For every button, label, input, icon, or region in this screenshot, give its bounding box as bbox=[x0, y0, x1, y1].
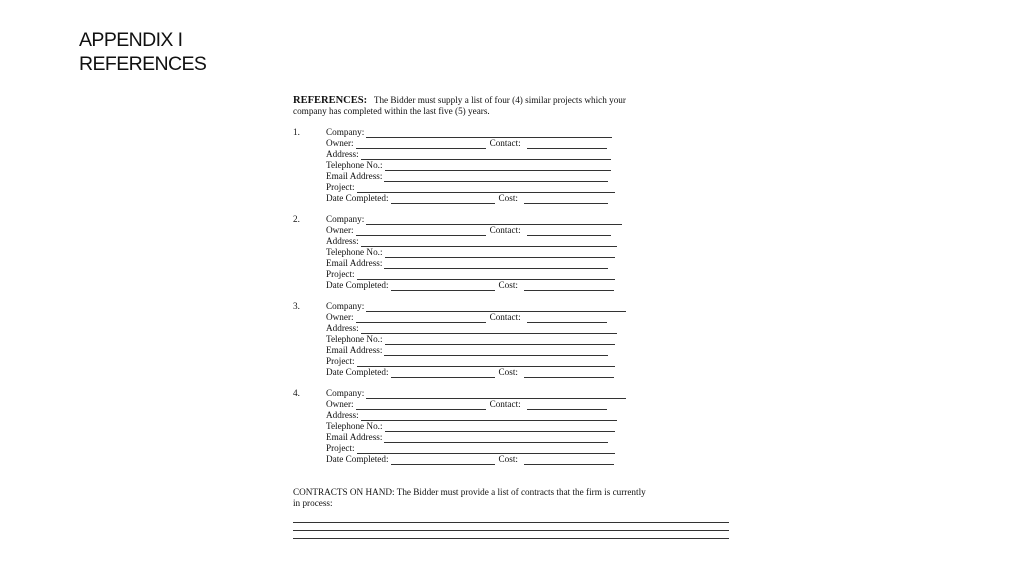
address-blank[interactable] bbox=[361, 411, 617, 421]
slide-title-line-2: REFERENCES bbox=[79, 53, 207, 75]
cost-label: Cost: bbox=[498, 367, 518, 377]
address-label: Address: bbox=[326, 236, 359, 246]
company-blank[interactable] bbox=[366, 215, 622, 225]
owner-blank[interactable] bbox=[356, 139, 486, 149]
project-label: Project: bbox=[326, 269, 355, 279]
contracts-on-hand bbox=[293, 487, 733, 539]
project-blank[interactable] bbox=[357, 183, 615, 193]
telephone-blank[interactable] bbox=[385, 422, 615, 432]
contracts-blank-line[interactable] bbox=[293, 515, 729, 523]
slide-title bbox=[79, 28, 206, 76]
address-blank[interactable] bbox=[361, 324, 617, 334]
reference-number: 1. bbox=[293, 127, 300, 137]
references-heading: REFERENCES: bbox=[293, 95, 368, 106]
address-blank[interactable] bbox=[361, 150, 611, 160]
cost-blank[interactable] bbox=[524, 368, 614, 378]
date-completed-blank[interactable] bbox=[391, 455, 495, 465]
email-label: Email Address: bbox=[326, 432, 383, 442]
reference-entry bbox=[293, 127, 733, 204]
contact-label: Contact: bbox=[489, 312, 521, 322]
cost-label: Cost: bbox=[498, 280, 518, 290]
contracts-instructions-line-1: CONTRACTS ON HAND: The Bidder must provide a list of contracts that the firm is currently bbox=[293, 487, 646, 497]
owner-blank[interactable] bbox=[356, 313, 486, 323]
contact-label: Contact: bbox=[489, 225, 521, 235]
project-blank[interactable] bbox=[357, 357, 615, 367]
telephone-blank[interactable] bbox=[385, 161, 611, 171]
owner-blank[interactable] bbox=[356, 226, 486, 236]
contact-blank[interactable] bbox=[527, 400, 607, 410]
reference-number: 2. bbox=[293, 214, 300, 224]
company-blank[interactable] bbox=[366, 128, 612, 138]
owner-blank[interactable] bbox=[356, 400, 486, 410]
cost-blank[interactable] bbox=[524, 281, 614, 291]
email-blank[interactable] bbox=[384, 433, 608, 443]
telephone-label: Telephone No.: bbox=[326, 160, 383, 170]
address-label: Address: bbox=[326, 410, 359, 420]
cost-label: Cost: bbox=[498, 193, 518, 203]
contracts-blank-line[interactable] bbox=[293, 531, 729, 539]
contact-blank[interactable] bbox=[527, 313, 607, 323]
contracts-blank-line[interactable] bbox=[293, 523, 729, 531]
telephone-blank[interactable] bbox=[385, 335, 615, 345]
company-blank[interactable] bbox=[366, 389, 626, 399]
email-label: Email Address: bbox=[326, 258, 383, 268]
date-completed-label: Date Completed: bbox=[326, 367, 389, 377]
owner-label: Owner: bbox=[326, 399, 354, 409]
email-label: Email Address: bbox=[326, 171, 383, 181]
date-completed-label: Date Completed: bbox=[326, 280, 389, 290]
project-label: Project: bbox=[326, 443, 355, 453]
date-completed-blank[interactable] bbox=[391, 194, 495, 204]
address-blank[interactable] bbox=[361, 237, 617, 247]
slide-title-line-1: APPENDIX I bbox=[79, 29, 183, 51]
date-completed-blank[interactable] bbox=[391, 281, 495, 291]
project-label: Project: bbox=[326, 182, 355, 192]
email-blank[interactable] bbox=[384, 346, 608, 356]
telephone-label: Telephone No.: bbox=[326, 247, 383, 257]
owner-label: Owner: bbox=[326, 138, 354, 148]
email-blank[interactable] bbox=[384, 172, 608, 182]
address-label: Address: bbox=[326, 323, 359, 333]
company-label: Company: bbox=[326, 388, 365, 398]
date-completed-label: Date Completed: bbox=[326, 193, 389, 203]
reference-entry bbox=[293, 214, 733, 291]
reference-number: 3. bbox=[293, 301, 300, 311]
telephone-label: Telephone No.: bbox=[326, 421, 383, 431]
contact-label: Contact: bbox=[489, 138, 521, 148]
company-blank[interactable] bbox=[366, 302, 626, 312]
address-label: Address: bbox=[326, 149, 359, 159]
company-label: Company: bbox=[326, 127, 365, 137]
reference-entry bbox=[293, 388, 733, 465]
telephone-label: Telephone No.: bbox=[326, 334, 383, 344]
email-blank[interactable] bbox=[384, 259, 608, 269]
project-label: Project: bbox=[326, 356, 355, 366]
contracts-instructions-line-2: in process: bbox=[293, 498, 333, 508]
email-label: Email Address: bbox=[326, 345, 383, 355]
company-label: Company: bbox=[326, 214, 365, 224]
company-label: Company: bbox=[326, 301, 365, 311]
references-instructions-line-1: The Bidder must supply a list of four (4) similar projects which your bbox=[373, 95, 626, 105]
contact-label: Contact: bbox=[489, 399, 521, 409]
references-intro bbox=[293, 95, 733, 117]
reference-entry bbox=[293, 301, 733, 378]
cost-blank[interactable] bbox=[524, 194, 608, 204]
owner-label: Owner: bbox=[326, 312, 354, 322]
telephone-blank[interactable] bbox=[385, 248, 615, 258]
references-form bbox=[293, 95, 733, 539]
reference-number: 4. bbox=[293, 388, 300, 398]
contact-blank[interactable] bbox=[527, 139, 607, 149]
references-instructions-line-2: company has completed within the last five (5) years. bbox=[293, 106, 490, 116]
cost-label: Cost: bbox=[498, 454, 518, 464]
contact-blank[interactable] bbox=[527, 226, 611, 236]
owner-label: Owner: bbox=[326, 225, 354, 235]
date-completed-blank[interactable] bbox=[391, 368, 495, 378]
date-completed-label: Date Completed: bbox=[326, 454, 389, 464]
project-blank[interactable] bbox=[357, 270, 615, 280]
project-blank[interactable] bbox=[357, 444, 615, 454]
cost-blank[interactable] bbox=[524, 455, 614, 465]
